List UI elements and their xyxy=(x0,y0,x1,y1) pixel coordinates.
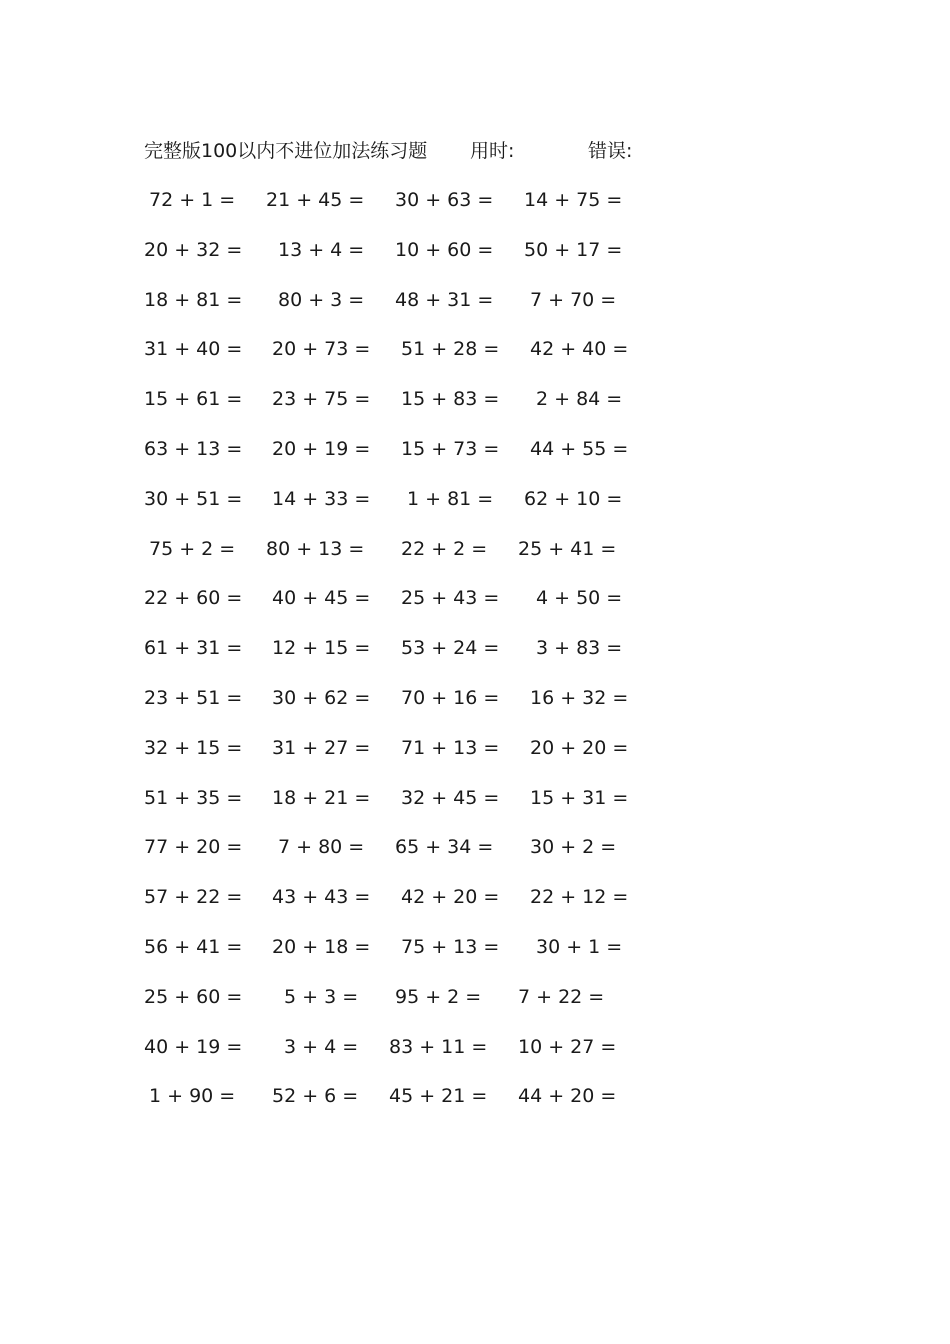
addition-problem: 4 + 50 = xyxy=(536,587,623,609)
addition-problem: 13 + 4 = xyxy=(278,239,365,261)
problem-row xyxy=(144,582,664,614)
addition-problem: 18 + 21 = xyxy=(272,787,371,809)
addition-problem: 15 + 61 = xyxy=(144,388,243,410)
addition-problem: 15 + 31 = xyxy=(530,787,629,809)
addition-problem: 75 + 13 = xyxy=(401,936,500,958)
addition-problem: 40 + 19 = xyxy=(144,1036,243,1058)
problem-row xyxy=(144,533,664,565)
addition-problem: 23 + 75 = xyxy=(272,388,371,410)
error-label: 错误: xyxy=(588,140,633,162)
addition-problem: 51 + 28 = xyxy=(401,338,500,360)
time-label: 用时: xyxy=(470,140,515,162)
addition-problem: 30 + 2 = xyxy=(530,836,617,858)
addition-problem: 52 + 6 = xyxy=(272,1085,359,1107)
addition-problem: 22 + 12 = xyxy=(530,886,629,908)
addition-problem: 5 + 3 = xyxy=(284,986,359,1008)
problem-row xyxy=(144,632,664,664)
problem-row xyxy=(144,831,664,863)
problem-row xyxy=(144,881,664,913)
addition-problem: 32 + 45 = xyxy=(401,787,500,809)
addition-problem: 51 + 35 = xyxy=(144,787,243,809)
addition-problem: 7 + 22 = xyxy=(518,986,605,1008)
addition-problem: 80 + 3 = xyxy=(278,289,365,311)
addition-problem: 25 + 41 = xyxy=(518,538,617,560)
addition-problem: 32 + 15 = xyxy=(144,737,243,759)
problem-row xyxy=(144,333,664,365)
addition-problem: 20 + 20 = xyxy=(530,737,629,759)
addition-problem: 12 + 15 = xyxy=(272,637,371,659)
addition-problem: 40 + 45 = xyxy=(272,587,371,609)
addition-problem: 20 + 73 = xyxy=(272,338,371,360)
addition-problem: 3 + 83 = xyxy=(536,637,623,659)
addition-problem: 72 + 1 = xyxy=(149,189,236,211)
addition-problem: 30 + 62 = xyxy=(272,687,371,709)
addition-problem: 44 + 55 = xyxy=(530,438,629,460)
addition-problem: 77 + 20 = xyxy=(144,836,243,858)
problem-row xyxy=(144,682,664,714)
addition-problem: 1 + 90 = xyxy=(149,1085,236,1107)
addition-problem: 22 + 60 = xyxy=(144,587,243,609)
addition-problem: 16 + 32 = xyxy=(530,687,629,709)
addition-problem: 83 + 11 = xyxy=(389,1036,488,1058)
addition-problem: 80 + 13 = xyxy=(266,538,365,560)
addition-problem: 15 + 83 = xyxy=(401,388,500,410)
addition-problem: 25 + 43 = xyxy=(401,587,500,609)
addition-problem: 2 + 84 = xyxy=(536,388,623,410)
addition-problem: 31 + 27 = xyxy=(272,737,371,759)
addition-problem: 70 + 16 = xyxy=(401,687,500,709)
problem-row xyxy=(144,981,664,1013)
addition-problem: 45 + 21 = xyxy=(389,1085,488,1107)
addition-problem: 95 + 2 = xyxy=(395,986,482,1008)
addition-problem: 50 + 17 = xyxy=(524,239,623,261)
addition-problem: 75 + 2 = xyxy=(149,538,236,560)
problem-grid xyxy=(144,184,664,1134)
problem-row xyxy=(144,1031,664,1063)
addition-problem: 30 + 51 = xyxy=(144,488,243,510)
addition-problem: 42 + 40 = xyxy=(530,338,629,360)
problem-row xyxy=(144,483,664,515)
addition-problem: 14 + 33 = xyxy=(272,488,371,510)
problem-row xyxy=(144,1080,664,1112)
problem-row xyxy=(144,782,664,814)
addition-problem: 57 + 22 = xyxy=(144,886,243,908)
addition-problem: 20 + 19 = xyxy=(272,438,371,460)
problem-row xyxy=(144,931,664,963)
addition-problem: 42 + 20 = xyxy=(401,886,500,908)
addition-problem: 15 + 73 = xyxy=(401,438,500,460)
addition-problem: 1 + 81 = xyxy=(407,488,494,510)
addition-problem: 7 + 70 = xyxy=(530,289,617,311)
addition-problem: 61 + 31 = xyxy=(144,637,243,659)
addition-problem: 10 + 27 = xyxy=(518,1036,617,1058)
addition-problem: 56 + 41 = xyxy=(144,936,243,958)
problem-row xyxy=(144,433,664,465)
addition-problem: 31 + 40 = xyxy=(144,338,243,360)
addition-problem: 63 + 13 = xyxy=(144,438,243,460)
addition-problem: 53 + 24 = xyxy=(401,637,500,659)
addition-problem: 22 + 2 = xyxy=(401,538,488,560)
addition-problem: 10 + 60 = xyxy=(395,239,494,261)
addition-problem: 48 + 31 = xyxy=(395,289,494,311)
addition-problem: 25 + 60 = xyxy=(144,986,243,1008)
addition-problem: 3 + 4 = xyxy=(284,1036,359,1058)
addition-problem: 14 + 75 = xyxy=(524,189,623,211)
addition-problem: 30 + 1 = xyxy=(536,936,623,958)
problem-row xyxy=(144,383,664,415)
addition-problem: 20 + 32 = xyxy=(144,239,243,261)
addition-problem: 23 + 51 = xyxy=(144,687,243,709)
addition-problem: 20 + 18 = xyxy=(272,936,371,958)
addition-problem: 43 + 43 = xyxy=(272,886,371,908)
problem-row xyxy=(144,234,664,266)
addition-problem: 71 + 13 = xyxy=(401,737,500,759)
problem-row xyxy=(144,284,664,316)
page-title: 完整版100以内不进位加法练习题 xyxy=(144,140,428,162)
addition-problem: 21 + 45 = xyxy=(266,189,365,211)
addition-problem: 65 + 34 = xyxy=(395,836,494,858)
problem-row xyxy=(144,184,664,216)
addition-problem: 7 + 80 = xyxy=(278,836,365,858)
addition-problem: 62 + 10 = xyxy=(524,488,623,510)
addition-problem: 30 + 63 = xyxy=(395,189,494,211)
addition-problem: 44 + 20 = xyxy=(518,1085,617,1107)
addition-problem: 18 + 81 = xyxy=(144,289,243,311)
problem-row xyxy=(144,732,664,764)
